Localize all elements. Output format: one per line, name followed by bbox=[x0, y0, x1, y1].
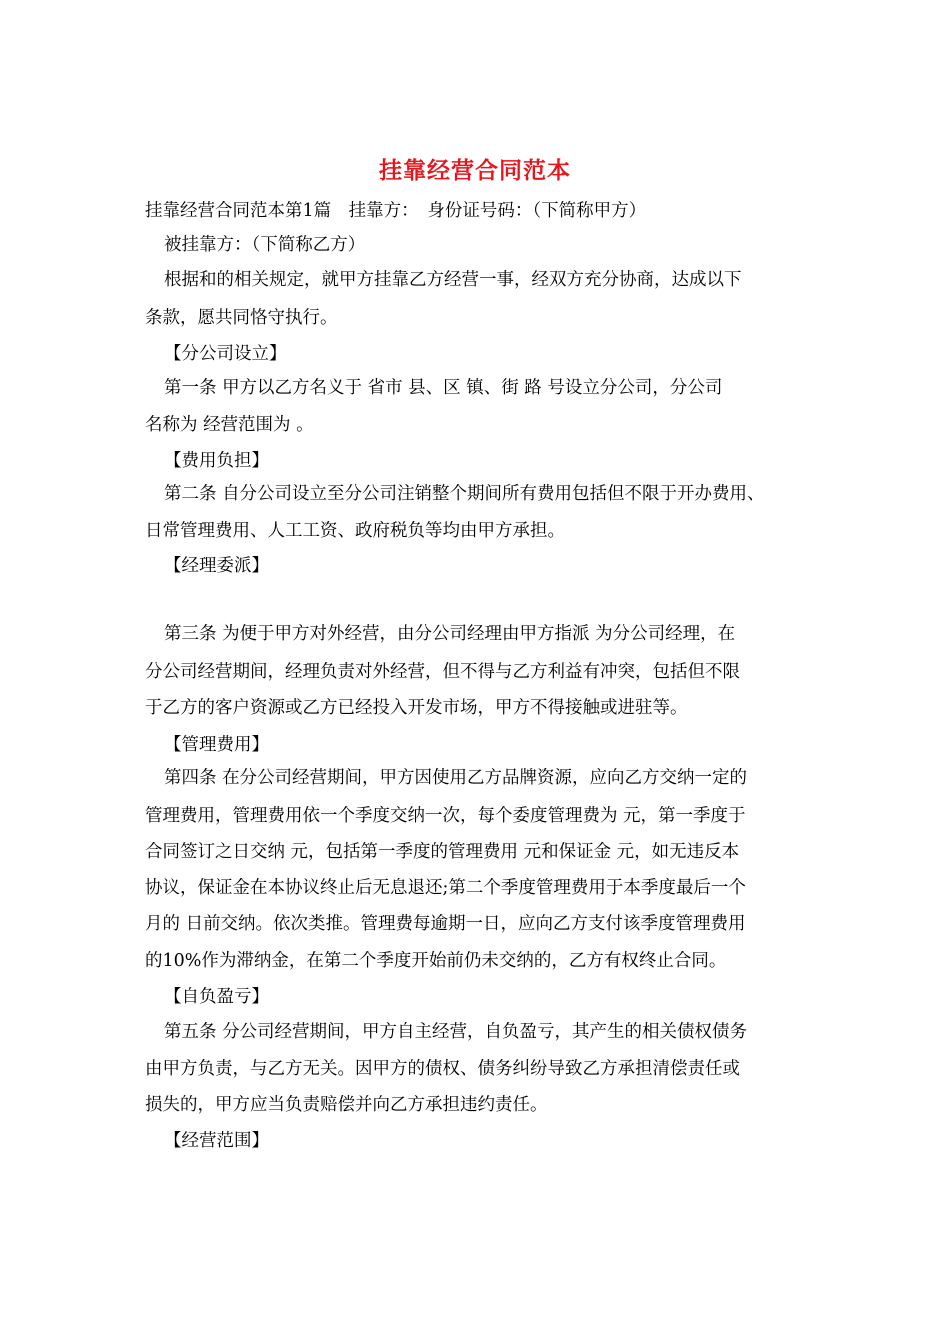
section-heading-profit: 【自负盈亏】 bbox=[164, 987, 269, 1007]
text-line-14: 于乙方的客户资源或乙方已经投入开发市场，甲方不得接触或进驻等。 bbox=[145, 698, 688, 718]
text-line-21: 的10%作为滞纳金，在第二个季度开始前仍未交纳的，乙方有权终止合同。 bbox=[145, 951, 727, 971]
text-line-4: 条款，愿共同恪守执行。 bbox=[145, 308, 338, 328]
section-heading-costs: 【费用负担】 bbox=[164, 451, 269, 471]
text-line-18: 合同签订之日交纳 元，包括第一季度的管理费用 元和保证金 元，如无违反本 bbox=[145, 842, 740, 862]
text-line-2: 被挂靠方：（下简称乙方） bbox=[164, 235, 366, 255]
text-line-9: 第二条 自分公司设立至分公司注销整个期间所有费用包括但不限于开办费用、 bbox=[164, 484, 765, 504]
text-line-3: 根据和的相关规定，就甲方挂靠乙方经营一事，经双方充分协商，达成以下 bbox=[164, 270, 742, 290]
text-line-7: 名称为 经营范围为 。 bbox=[145, 415, 314, 435]
text-line-24: 由甲方负责，与乙方无关。因甲方的债权、债务纠纷导致乙方承担清偿责任或 bbox=[145, 1059, 740, 1079]
text-line-6: 第一条 甲方以乙方名义于 省市 县、区 镇、街 路 号设立分公司，分公司 bbox=[164, 378, 723, 398]
text-line-13: 分公司经营期间，经理负责对外经营，但不得与乙方利益有冲突，包括但不限 bbox=[145, 662, 740, 682]
text-line-1: 挂靠经营合同范本第1篇 挂靠方： 身份证号码：（下简称甲方） bbox=[145, 201, 647, 221]
text-line-25: 损失的，甲方应当负责赔偿并向乙方承担违约责任。 bbox=[145, 1095, 548, 1115]
section-heading-branch: 【分公司设立】 bbox=[164, 344, 287, 364]
section-heading-scope: 【经营范围】 bbox=[164, 1131, 269, 1151]
section-heading-manager: 【经理委派】 bbox=[164, 556, 269, 576]
section-heading-fees: 【管理费用】 bbox=[164, 735, 269, 755]
text-line-19: 协议，保证金在本协议终止后无息退还;第二个季度管理费用于本季度最后一个 bbox=[145, 878, 746, 898]
text-line-12: 第三条 为便于甲方对外经营，由分公司经理由甲方指派 为分公司经理，在 bbox=[164, 624, 736, 644]
text-line-23: 第五条 分公司经营期间，甲方自主经营，自负盈亏，其产生的相关债权债务 bbox=[164, 1022, 748, 1042]
text-line-10: 日常管理费用、人工工资、政府税负等均由甲方承担。 bbox=[145, 521, 565, 541]
text-line-17: 管理费用，管理费用依一个季度交纳一次，每个委度管理费为 元，第一季度于 bbox=[145, 806, 746, 826]
text-line-16: 第四条 在分公司经营期间，甲方因使用乙方品牌资源，应向乙方交纳一定的 bbox=[164, 768, 748, 788]
text-line-20: 月的 日前交纳。依次类推。管理费每逾期一日，应向乙方支付该季度管理费用 bbox=[145, 914, 746, 934]
document-title: 挂靠经营合同范本 bbox=[379, 157, 571, 184]
